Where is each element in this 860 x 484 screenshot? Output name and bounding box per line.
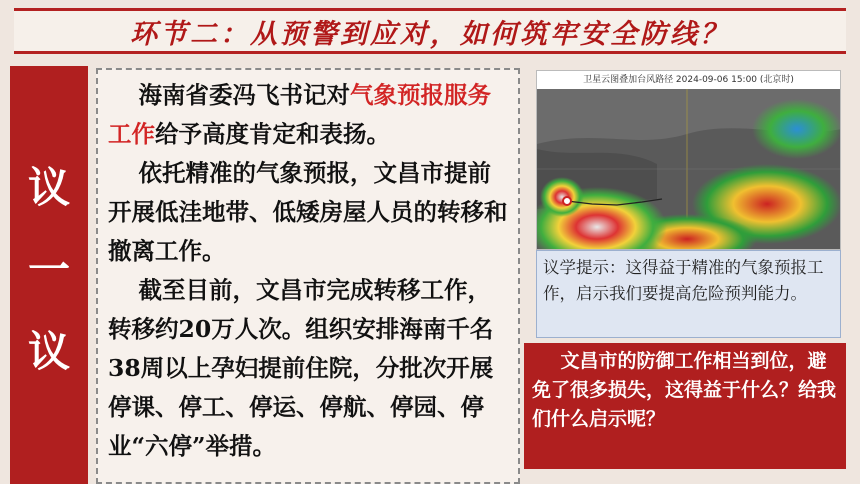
satellite-caption: 卫星云图叠加台风路径 2024-09-06 15:00 (北京时) xyxy=(537,71,840,89)
paragraph-1 xyxy=(108,76,508,154)
p1-post: 给予高度肯定和表扬。 xyxy=(155,120,390,148)
slide-title: 环节二：从预警到应对，如何筑牢安全防线？ xyxy=(130,18,730,50)
p1-highlight: 气象预报服务工作 xyxy=(108,81,492,148)
paragraph-2: 依托精准的气象预报，文昌市提前开展低洼地带、低矮房屋人员的转移和撤离工作。 xyxy=(108,159,508,265)
question-box: 文昌市的防御工作相当到位，避免了很多损失，这得益于什么？给我们什么启示呢？ xyxy=(524,343,846,469)
paragraph-3: 截至目前，文昌市完成转移工作，转移约20万人次。组织安排海南千名38周以上孕妇提前住院，分批次开展停课、停工、停运、停航、停园、停业“六停”举措。 xyxy=(108,276,494,460)
hint-box: 议学提示：这得益于精准的气象预报工作，启示我们要提高危险预判能力。 xyxy=(536,250,841,338)
side-char-3: 议 xyxy=(27,327,70,376)
satellite-image xyxy=(536,70,841,250)
p1-pre: 海南省委冯飞书记对 xyxy=(138,81,351,109)
side-panel xyxy=(10,66,88,484)
title-bar xyxy=(14,8,846,54)
text-box xyxy=(96,68,520,484)
side-char-2: 一 xyxy=(27,245,70,294)
satellite-map xyxy=(537,89,841,250)
side-char-1: 议 xyxy=(27,163,70,212)
